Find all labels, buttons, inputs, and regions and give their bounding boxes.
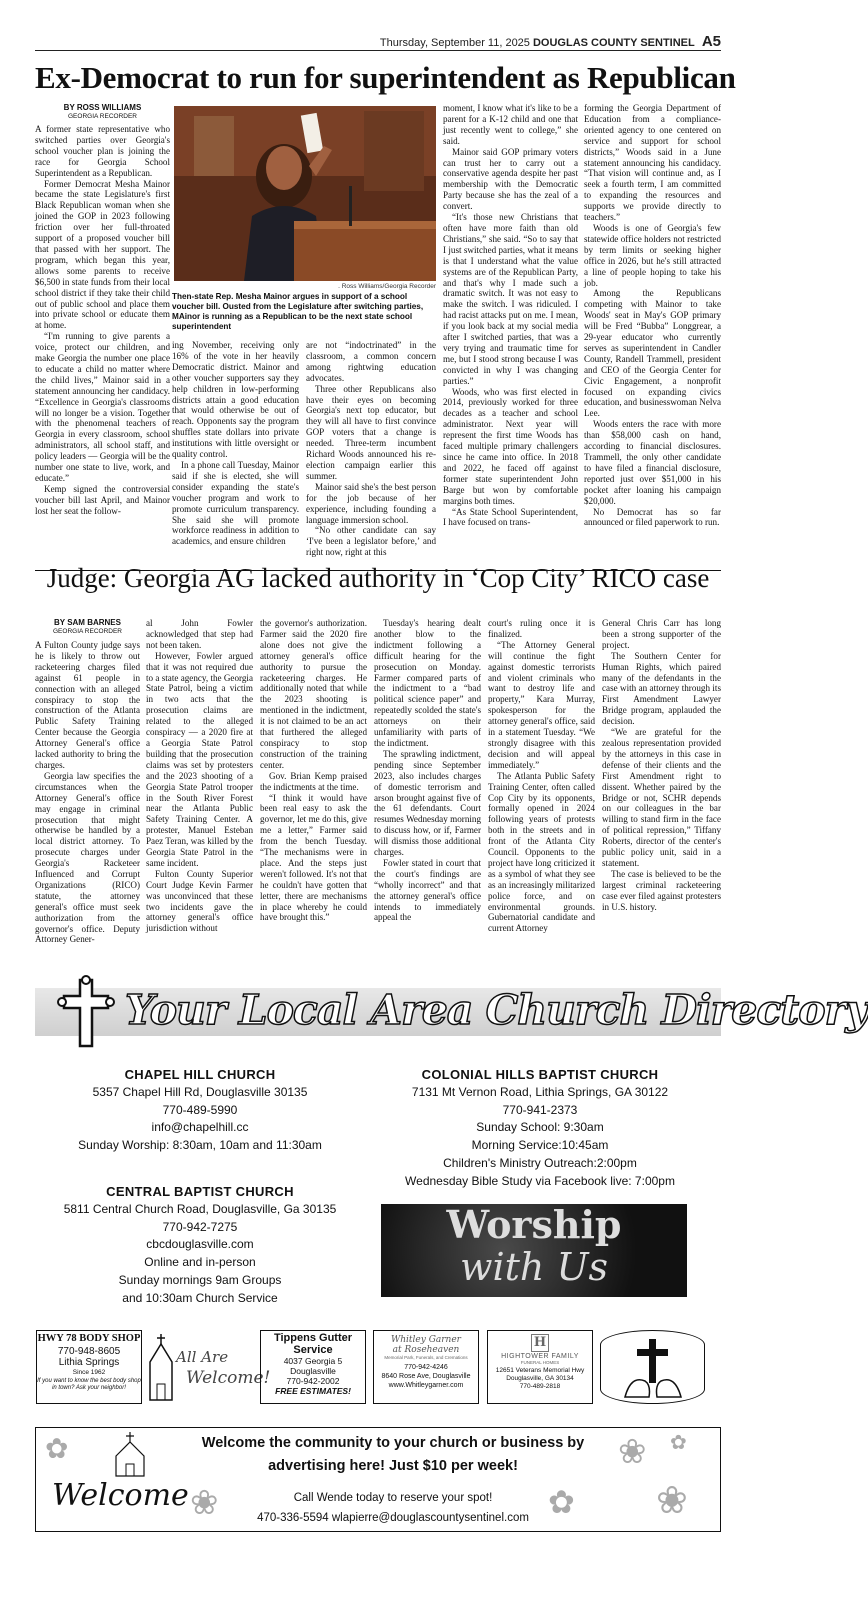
story1-byline	[35, 103, 170, 121]
advertise-headline: Welcome the community to your church or business by advertising here! Just $10 per week!	[201, 1435, 585, 1474]
story2-agency: GEORGIA RECORDER	[53, 628, 122, 635]
photo-caption: Then-state Rep. Mesha Mainor argues in support of a school voucher bill. Ousted from the Legislature after switching parties, MAinor is running as a Republican to be the next state school superintendent	[172, 292, 424, 331]
central-website[interactable]: cbcdouglasville.com	[146, 1237, 254, 1252]
story1-headline: Ex-Democrat to run for superintendent as Republican	[35, 60, 736, 95]
story1-agency: GEORGIA RECORDER	[68, 113, 137, 120]
flower-icon: ❀	[190, 1483, 219, 1523]
story2-column-3: the governor's authorization. Farmer said the 2020 fire alone does not give the attorney general's office authority to pursue the racketeering charges. He additionally noted that while the 2023 shooting is mentioned in the indictment, it is not claimed to be an act that furthered the alleged conspiracy to stop construction of the training center. Gov. Brian Kemp praised the indictments at the time. “I think it would have been real easy to ask the governor, let me do this, give me a letter,” Farmer said from the bench Tuesday. “The mechanisms were in place. And the steps just weren't followed. It's not that he couldn't have gotten that letter, there are mechanisms in place whereby he could have brought this.”	[260, 618, 367, 923]
legislature-photo	[174, 106, 436, 281]
church-directory-title: Your Local Area Church Directory	[125, 986, 868, 1034]
cross-icon	[58, 976, 114, 1050]
story2-byline	[35, 618, 140, 636]
flower-icon: ❀	[656, 1478, 688, 1522]
contact-email-phone[interactable]: 470-336-5594 wlapierre@douglascountysentinel.com	[257, 1512, 529, 1524]
story1-author: BY ROSS WILLIAMS	[63, 103, 142, 112]
church-icon	[108, 1430, 152, 1478]
colonial-hills-listing: COLONIAL HILLS BAPTIST CHURCH 7131 Mt Vernon Road, Lithia Springs, GA 30122 770-941-2373 Sunday School: 9:30am Morning Service:10:45am Children's Ministry Outreach:2:00pm Wednesday Bible Study via Facebook live: 7:00pm	[405, 1067, 675, 1188]
page-number: A5	[701, 33, 721, 50]
story2-column-5: court's ruling once it is finalized. “The Attorney General will continue the fight against domestic terrorists and violent criminals who want to destroy life and property,” Kara Murray, spokesperson for the attorney general's office, said in a statement Tuesday. “We strongly disagree with this decision and will appeal immediately.” The Atlanta Public Safety Training Center, often called Cop City by its opponents, formally opened in 2024 following years of protests both in the streets and in front of the Atlanta City Council. Opponents to the project have long criticized it as a symbol of what they see as an increasingly militarized police force, and on environmental grounds. Gubernatorial candidate and current Attorney	[488, 618, 595, 934]
story1-column-4: moment, I know what it's like to be a parent for a K-12 child and one that just recently went to college,” she said. Mainor said GOP primary voters can trust her to carry out a conservative agenda despite her past membership with the Democratic Party because she has the zeal of a convert. “It's those new Christians that often have more faith than old Christians,” she said. “So to say that I just switched parties, what it means is that I understand what the value systems are of the Republican Party, and that's why I made such a dramatic switch. It was not easy to make the switch. I was ridiculed. I had racist attacks put on me. I mean, if you look back at my social media after I switched parties, that was a very trying and traumatic time for me, but I stood strong because I was convicted in why I was changing parties.” Woods, who was first elected in 2014, previously worked for three decades as a teacher and school administrator. Next year will represent the first time Woods has faced multiple primary challengers since he came into office. In 2018 and 2022, he faced off against former state superintendent John Barge but won by comfortable margins both times. “As State School Superintendent, I have focused on trans-	[443, 103, 578, 528]
header-date: Thursday, September 11, 2025	[379, 37, 530, 49]
photo-credit: . Ross Williams/Georgia Recorder	[338, 283, 436, 290]
chapel-hill-listing: CHAPEL HILL CHURCH 5357 Chapel Hill Rd, Douglasville 30135 770-489-5990 info@chapelhill.cc Sunday Worship: 8:30am, 10am and 11:30am	[35, 1066, 365, 1155]
story1-column-5: forming the Georgia Department of Education from a compliance-oriented agency to one centered on service and support for school districts,” Woods said in a June statement announcing his candidacy. “That vision will continue and, as I seek a fourth term, I am committed to expanding the resources and supports we provide directly to teachers.” Woods is one of Georgia's few statewide office holders not restricted by term limits or seeking higher office in 2026, but he's still attracted a line of people hoping to take his job. Among the Republicans competing with Mainor to take Woods' seat in May's GOP primary will be Fred “Bubba” Longgrear, a 29-year educator who currently serves as superintendent in Candler County, Randell Trammell, president and CEO of the Georgia Center for Civic Engagement, a nonprofit focused on expanding civics education, and businesswoman Nelva Lee. Woods enters the race with more than $58,000 cash on hand, according to financial disclosures. Trammell, the only other candidate to have filed a financial disclosure, reported just over $51,000 in his pocket after loaning his campaign $20,000. No Democrat has so far announced or filed paperwork to run.	[584, 103, 721, 528]
central-baptist-listing: CENTRAL BAPTIST CHURCH 5811 Central Church Road, Douglasville, Ga 30135 770-942-7275 cbcdouglasville.com Online and in-person Sunday mornings 9am Groups and 10:30am Church Service	[35, 1183, 365, 1308]
flower-icon: ✿	[670, 1430, 687, 1454]
all-are-welcome-ad: All Are Welcome!	[146, 1330, 254, 1404]
story1-column-1: A former state representative who switched parties over Georgia's school voucher plan is joining the race for Georgia School Superintendent as a Republican. Former Democrat Mesha Mainor became the state Legislature's first Black Republican woman when she joined the GOP in 2023 following friction over her full-throated support of a proposed voucher bill that passed with her support. The program, which began this year, allows some parents to receive $6,500 in state funds from their local school district if they take their child out of public school and place them into private school or educate them at home. “I'm running to give parents a voice, protect our children, and make Georgia the number one place to educate a child no matter where the child lives,” Mainor said in a statement announcing her candidacy. “Excellence in Georgia's classrooms will no longer be a vision. Together with the phenomenal teachers of Georgia in every classroom, school administrators, all school staff, and policy leaders — Georgia will be the number one state to live, work, and educate.” Kemp signed the controversial voucher bill last April, and Mainor lost her seat the follow-	[35, 124, 170, 516]
story2-column-6: General Chris Carr has long been a strong supporter of the project. The Southern Center for Human Rights, which paired many of the defendants in the case with an attorney through its First Amendment Lawyer Bridge program, applauded the decision. “We are grateful for the zealous representation provided by the attorneys in this case in defense of their clients and the First Amendment right to dissent. Whether paired by the Bridge or not, SCHR depends on our colleagues in the bar willing to stand firm in the face of political repression,” Tiffany Roberts, director of the center's public policy unit, said in a statement. The case is believed to be the largest criminal racketeering case ever filed against protesters in U.S. history.	[602, 618, 721, 912]
story2-column-4: Tuesday's hearing dealt another blow to the indictment following a difficult hearing for the prosecution on Monday. Farmer compared parts of the indictment to a “bad political science paper” and repeatedly scolded the state's attorneys on their unfamiliarity with parts of the indictment. The sprawling indictment, pending since September 2023, also includes charges of domestic terrorism and arson brought against five of the 61 defendants. Court resumes Wednesday morning to discuss how, or if, Farmer will dismiss those additional charges. Fowler stated in court that the court's findings are “wholly incorrect” and that the attorney general's office intends to immediately appeal the	[374, 618, 481, 923]
story2-headline: Judge: Georgia AG lacked authority in ‘Cop City’ RICO case	[46, 563, 710, 593]
story1-column-3: are not “indoctrinated” in the classroom, a common concern among rightwing education advocates. Three other Republicans also have their eyes on becoming Georgia's next top educator, but they will all have to first convince GOP voters that a change is needed. Three-term incumbent Richard Woods announced his re-election campaign earlier this summer. Mainor said she's the best person for the job because of her experience, including founding a language immersion school. “No other candidate can say ‘I've been a legislator before,’ and right now, right at this	[306, 340, 436, 558]
whitley-garner-ad: Whitley Garner at Roseheaven Memorial Park, Funerals, and Cremations 770-942-4246 8640 Rose Ave, Douglasville www.Whitleygarner.com	[373, 1330, 479, 1404]
church-icon	[146, 1332, 176, 1402]
story1-photo	[174, 106, 436, 281]
flower-icon: ❀	[618, 1432, 647, 1472]
story2-author: BY SAM BARNES	[54, 618, 121, 627]
page-header	[35, 33, 721, 51]
story1-column-2: ing November, receiving only 16% of the vote in her heavily Democratic district. Mainor and other voucher supporters say they help children in low-performing districts attain a good education that would otherwise be out of reach. Opponents say the program shuffles state dollars into private institutions with little oversight or quality control. In a phone call Tuesday, Mainor said if she is elected, she will consider expanding the state's voucher program and work to promote curriculum transparency. She said she will promote workforce readiness in addition to academics, and ensure children	[172, 340, 299, 547]
flower-icon: ✿	[45, 1432, 69, 1465]
hightower-logo: H	[531, 1334, 549, 1352]
advertise-contact: Call Wende today to reserve your spot! 470-336-5594 wlapierre@douglascountysentinel.com	[168, 1488, 618, 1528]
chapel-email[interactable]: info@chapelhill.cc	[151, 1120, 249, 1135]
worship-with-us-ad: Worship with Us	[381, 1204, 687, 1297]
story2-column-1: A Fulton County judge says he is likely to throw out racketeering charges filed against 61 people in connection with an alleged conspiracy to stop the construction of the Atlanta Public Safety Training Center because the Georgia Attorney General's office lacked authority to bring the charges. Georgia law specifies the circumstances when the Attorney General's office may engage in criminal prosecution that might otherwise be handled by a local district attorney. To prosecute charges under Georgia's Racketeer Influenced and Corrupt Organizations (RICO) statute, the attorney general's office must seek authorization from the governor's office. Deputy Attorney Gener-	[35, 640, 140, 945]
header-paper: DOUGLAS COUNTY SENTINEL	[532, 37, 695, 49]
hightower-funeral-ad: H HIGHTOWER FAMILY FUNERAL HOMES 12651 Veterans Memorial Hwy Douglasville, GA 30134 770-489-2818	[487, 1330, 593, 1404]
praying-hands-icon	[623, 1335, 683, 1399]
hwy78-body-shop-ad: HWY 78 BODY SHOP 770-948-8605 Lithia Springs Since 1962 If you want to know the best body shop in town? Ask your neighbor!	[36, 1330, 142, 1404]
tippens-gutter-ad: Tippens Gutter Service 4037 Georgia 5 Douglasville 770-942-2002 FREE ESTIMATES!	[260, 1330, 366, 1404]
welcome-script: Welcome	[52, 1478, 189, 1513]
story2-column-2: al John Fowler acknowledged that step had not been taken. However, Fowler argued that it was not required due to a state agency, the Georgia State Patrol, being a victim in two acts that the prosecution claims are related to the alleged conspiracy — a 2020 fire at a Georgia State Patrol building that the prosecution claims was set by protesters and the 2023 shooting of a Georgia State Patrol trooper in the South River Forest near the Atlanta Public Safety Training Center. A protester, Manuel Esteban Paez Teran, was killed by the Georgia State Patrol in the same incident. Fulton County Superior Court Judge Kevin Farmer was unconvinced that these two incidents gave the attorney general's office jurisdiction without	[146, 618, 253, 934]
flower-icon: ✿	[548, 1483, 575, 1521]
cross-hands-ad	[600, 1330, 705, 1404]
